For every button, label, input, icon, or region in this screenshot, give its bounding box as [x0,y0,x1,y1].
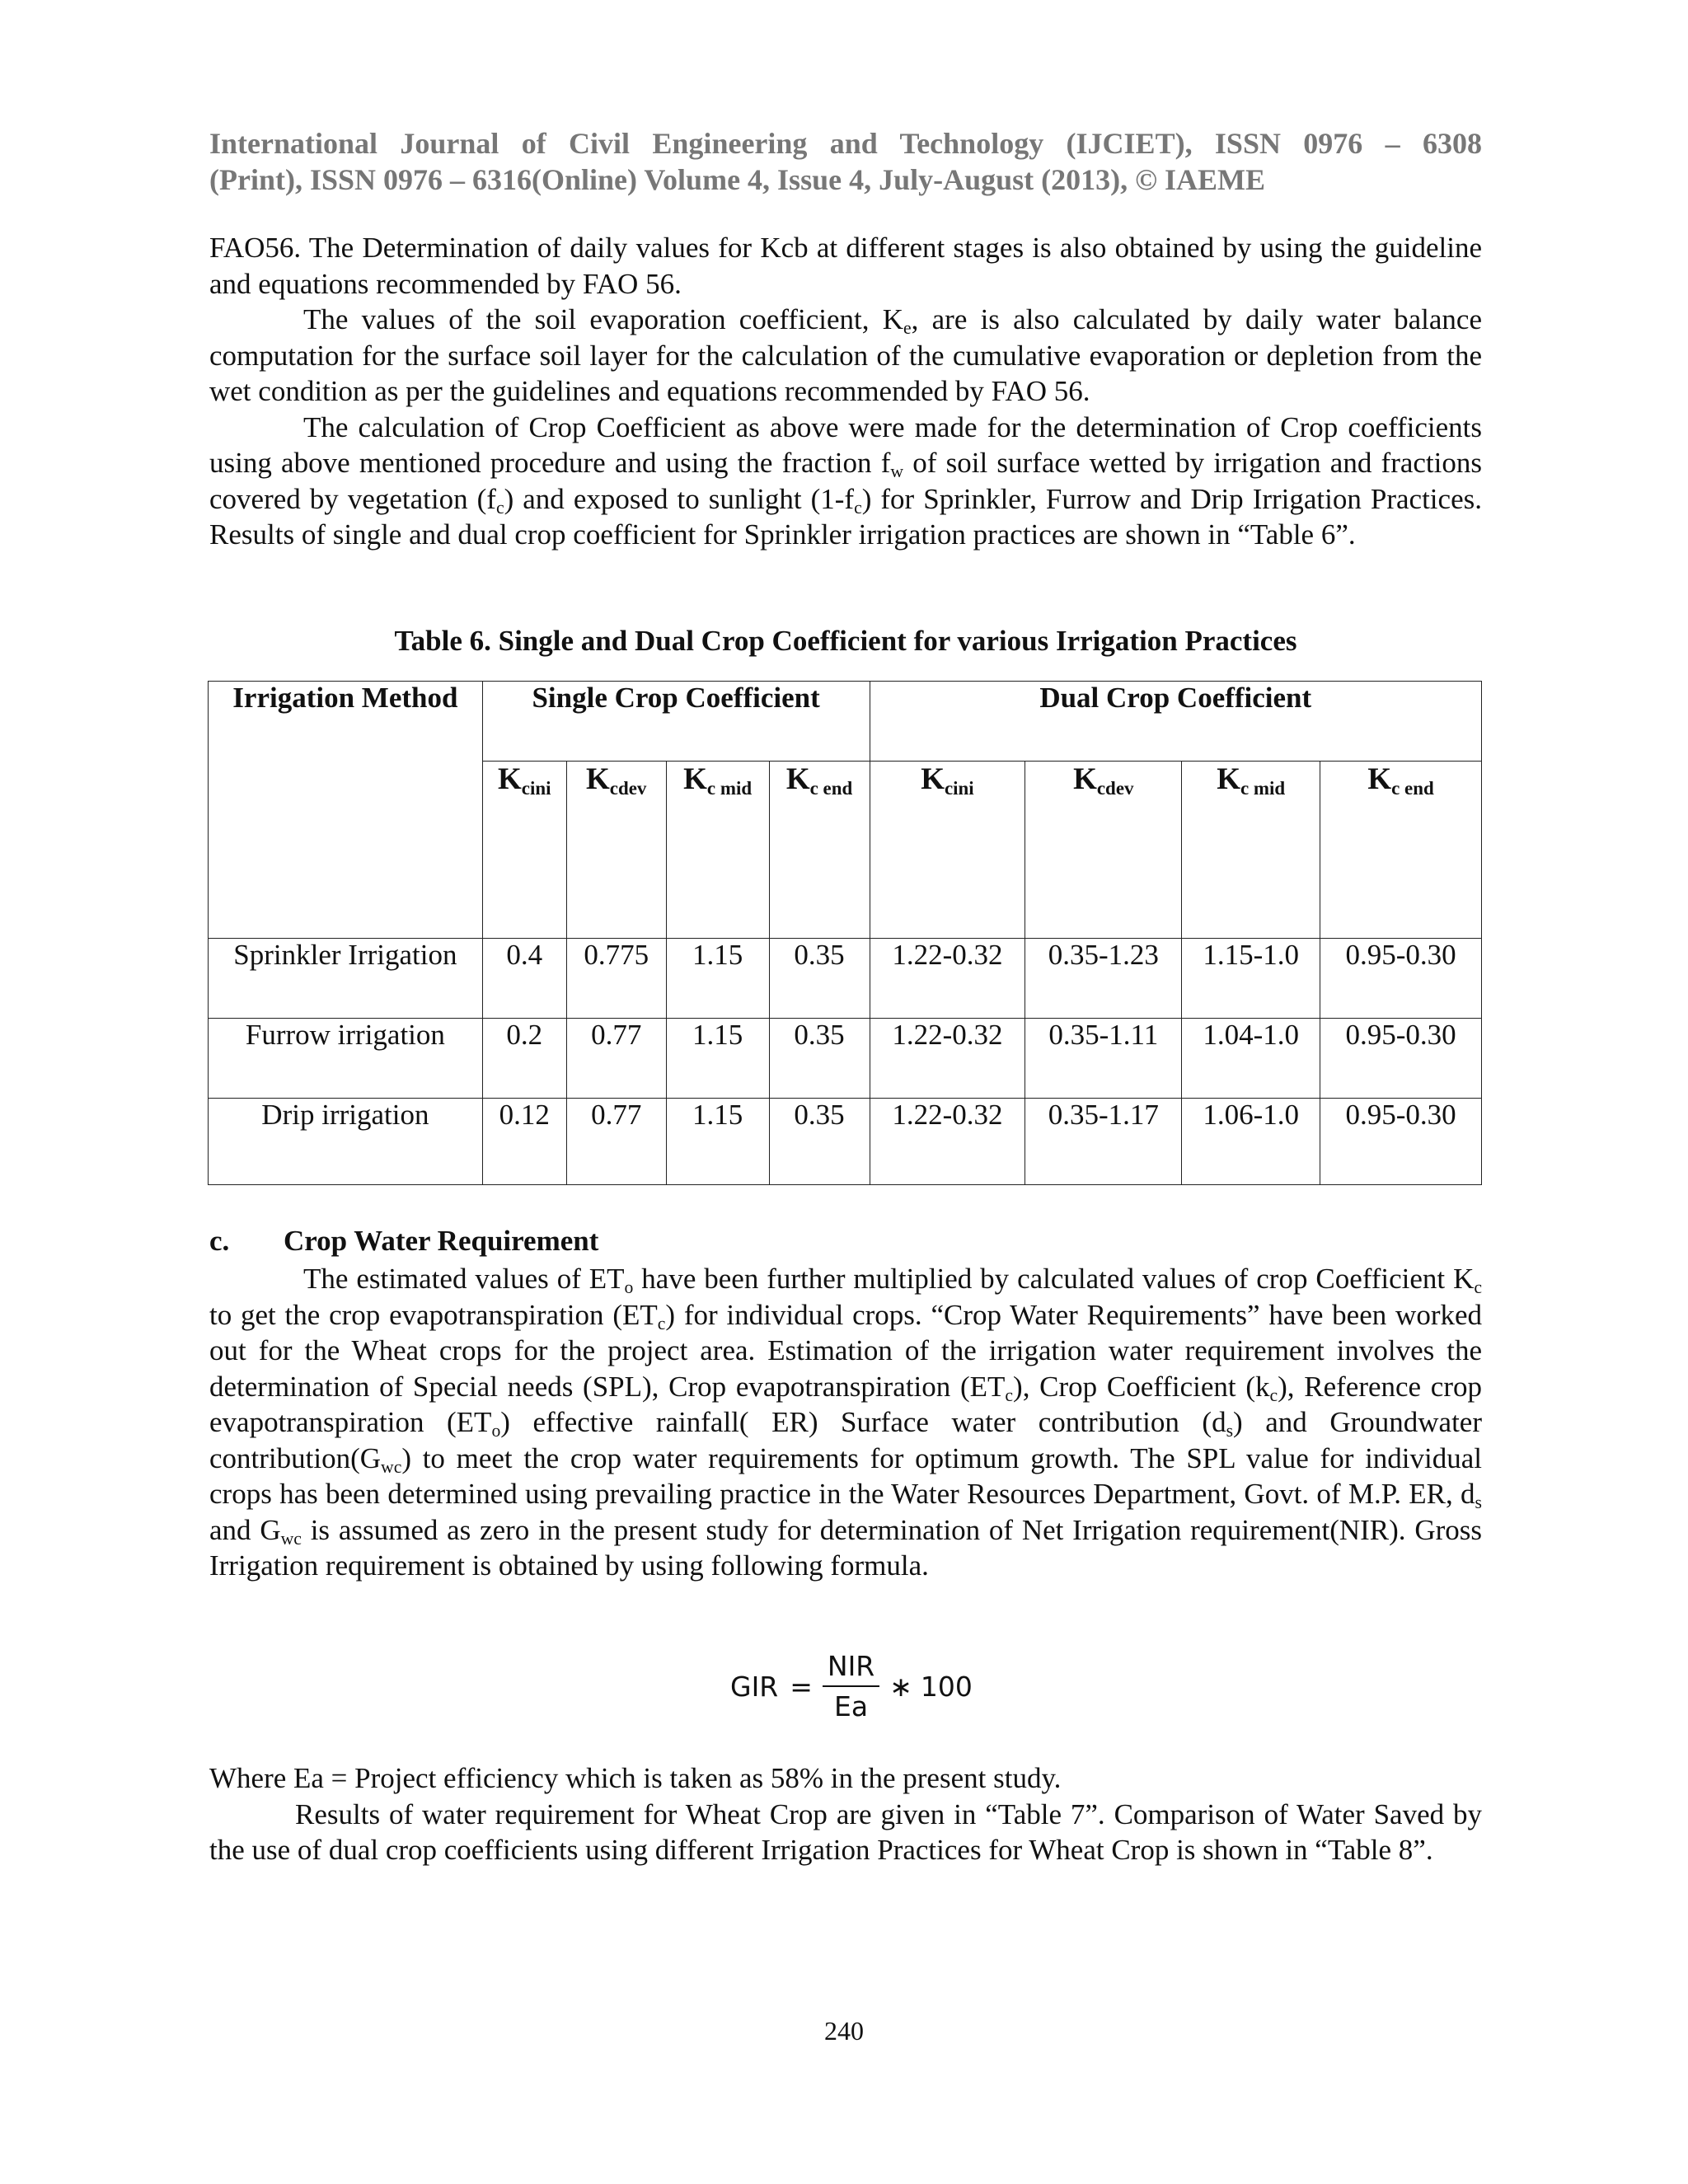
table-cell: 0.4 [482,939,566,1019]
table-cell: 1.06-1.0 [1182,1099,1320,1185]
intro-paragraph-1: FAO56. The Determination of daily values for Kcb at different stages is also obtained by using the guideline and equations recommended by FAO 56. [209,232,1482,300]
table-cell: 1.22-0.32 [870,1019,1025,1099]
table-cell: 0.35 [769,1019,870,1099]
table-cell: 0.95-0.30 [1320,1099,1482,1185]
formula-numerator: NIR [823,1650,879,1687]
table-cell: 1.15 [666,939,769,1019]
page-number: 240 [824,2016,864,2046]
crop-water-paragraph: The estimated values of $ET_o$ have been further multiplied by calculated values of crop Coefficient $K_c$ to get the crop evapotranspiration $(ET_c)$ for individual crops. “Crop Water Requirements” have been worked out for the Wheat crops for the project area. Estimation of the irrigation water requirement involves the determination of Special needs (SPL), Crop evapotranspiration $(ET_c)$, Crop Coefficient $(k_c)$, Reference crop evapotranspiration $(ET_o)$ effective rainfall( ER) Surface water contribution $(d_s)$ and Groundwater $contribution(G_{wc})$ to meet the crop water requirements for optimum growth. The SPL value for individual crops has been determined using prevailing practice in the Water Resources Department, Govt. of M.P. ER, $d_s$ and $G_{wc}$ is assumed as zero in the present study for determination of Net Irrigation requirement(NIR). Gross Irrigation requirement is obtained by using following formula. [209,1263,1483,1582]
header-single-kcini: $K_{cini}$ [482,762,566,939]
table-cell: 1.22-0.32 [870,939,1025,1019]
intro-paragraph-2: The values of the soil evaporation coefficient, $K_e$, are is also calculated by daily water balance computation for the surface soil layer for the calculation of the cumulative evaporation or depletion from the wet condition as per the guidelines and equations recommended by FAO 56. [209,303,1482,407]
formula-denominator: Ea [834,1690,869,1722]
crop-water-section [209,1261,1482,1584]
table-cell: 1.15 [666,1019,769,1099]
formula-fraction [823,1650,879,1722]
formula-times: ∗ [889,1670,912,1703]
table-cell: 1.22-0.32 [870,1099,1025,1185]
table-cell: 0.77 [566,1019,666,1099]
table-cell: 0.95-0.30 [1320,1019,1482,1099]
intro-section [209,230,1482,553]
header-dual-kcend: $K_{c end}$ [1320,762,1482,939]
header-dual-crop-coefficient: Dual Crop Coefficient [870,682,1482,762]
formula-constant: 100 [920,1670,973,1703]
header-single-kcmid: $K_{c mid}$ [666,762,769,939]
table-cell: 0.2 [482,1019,566,1099]
table-cell: 1.15 [666,1099,769,1185]
table-cell: 0.775 [566,939,666,1019]
journal-header-line2: (Print), ISSN 0976 – 6316(Online) Volume 4, Issue 4, July-August (2013), © IAEME [209,163,1266,196]
closing-paragraph-2: Results of water requirement for Wheat Crop are given in “Table 7”. Comparison of Water Saved by the use of dual crop coefficients using different Irrigation Practices for Wheat Crop is shown in “Table 8”. [209,1797,1482,1866]
gir-formula [730,1650,973,1722]
section-heading [209,1225,598,1258]
formula-lhs: GIR [730,1670,779,1703]
row-method: Sprinkler Irrigation [209,939,483,1019]
table-cell: 0.35-1.23 [1025,939,1182,1019]
table-cell: 0.77 [566,1099,666,1185]
row-method: Drip irrigation [209,1099,483,1185]
section-number: c. [209,1225,230,1257]
table-cell: 0.35-1.17 [1025,1099,1182,1185]
closing-section [209,1760,1482,1868]
header-single-kcend: $K_{c end}$ [769,762,870,939]
table-cell: 0.35 [769,939,870,1019]
formula-equals: = [790,1670,813,1703]
header-single-crop-coefficient: Single Crop Coefficient [482,682,870,762]
intro-paragraph-3: The calculation of Crop Coefficient as above were made for the determination of Crop coefficients using above mentioned procedure and using the fraction $f_w$ of soil surface wetted by irrigation and fractions covered by vegetation $(f_c)$ and exposed to sunlight $(1-f_c)$ for Sprinkler, Furrow and Drip Irrigation Practices. Results of single and dual crop coefficient for Sprinkler irrigation practices are shown in “Table 6”. [209,410,1482,551]
header-dual-kcdev: $K_{cdev}$ [1025,762,1182,939]
table-cell: 0.35-1.11 [1025,1019,1182,1099]
header-single-kcdev: $K_{cdev}$ [566,762,666,939]
table-cell: 0.35 [769,1099,870,1185]
journal-header-line1: International Journal of Civil Engineering and Technology (IJCIET), ISSN 0976 – 6308 [209,127,1482,160]
journal-header [209,125,1482,198]
table-cell: 1.04-1.0 [1182,1019,1320,1099]
table-cell: 0.95-0.30 [1320,939,1482,1019]
table-cell: 0.12 [482,1099,566,1185]
row-method: Furrow irrigation [209,1019,483,1099]
table-caption: Table 6. Single and Dual Crop Coefficient for various Irrigation Practices [394,625,1297,657]
section-title: Crop Water Requirement [284,1225,599,1257]
table-row [209,939,1482,1019]
closing-paragraph-1: Where Ea = Project efficiency which is taken as 58% in the present study. [209,1762,1062,1794]
header-irrigation-method: Irrigation Method [209,682,483,939]
table-cell: 1.15-1.0 [1182,939,1320,1019]
header-dual-kcmid: $K_{c mid}$ [1182,762,1320,939]
header-dual-kcini: $K_{cini}$ [870,762,1025,939]
table-row [209,1019,1482,1099]
crop-coefficient-table [208,681,1482,1185]
table-row [209,1099,1482,1185]
